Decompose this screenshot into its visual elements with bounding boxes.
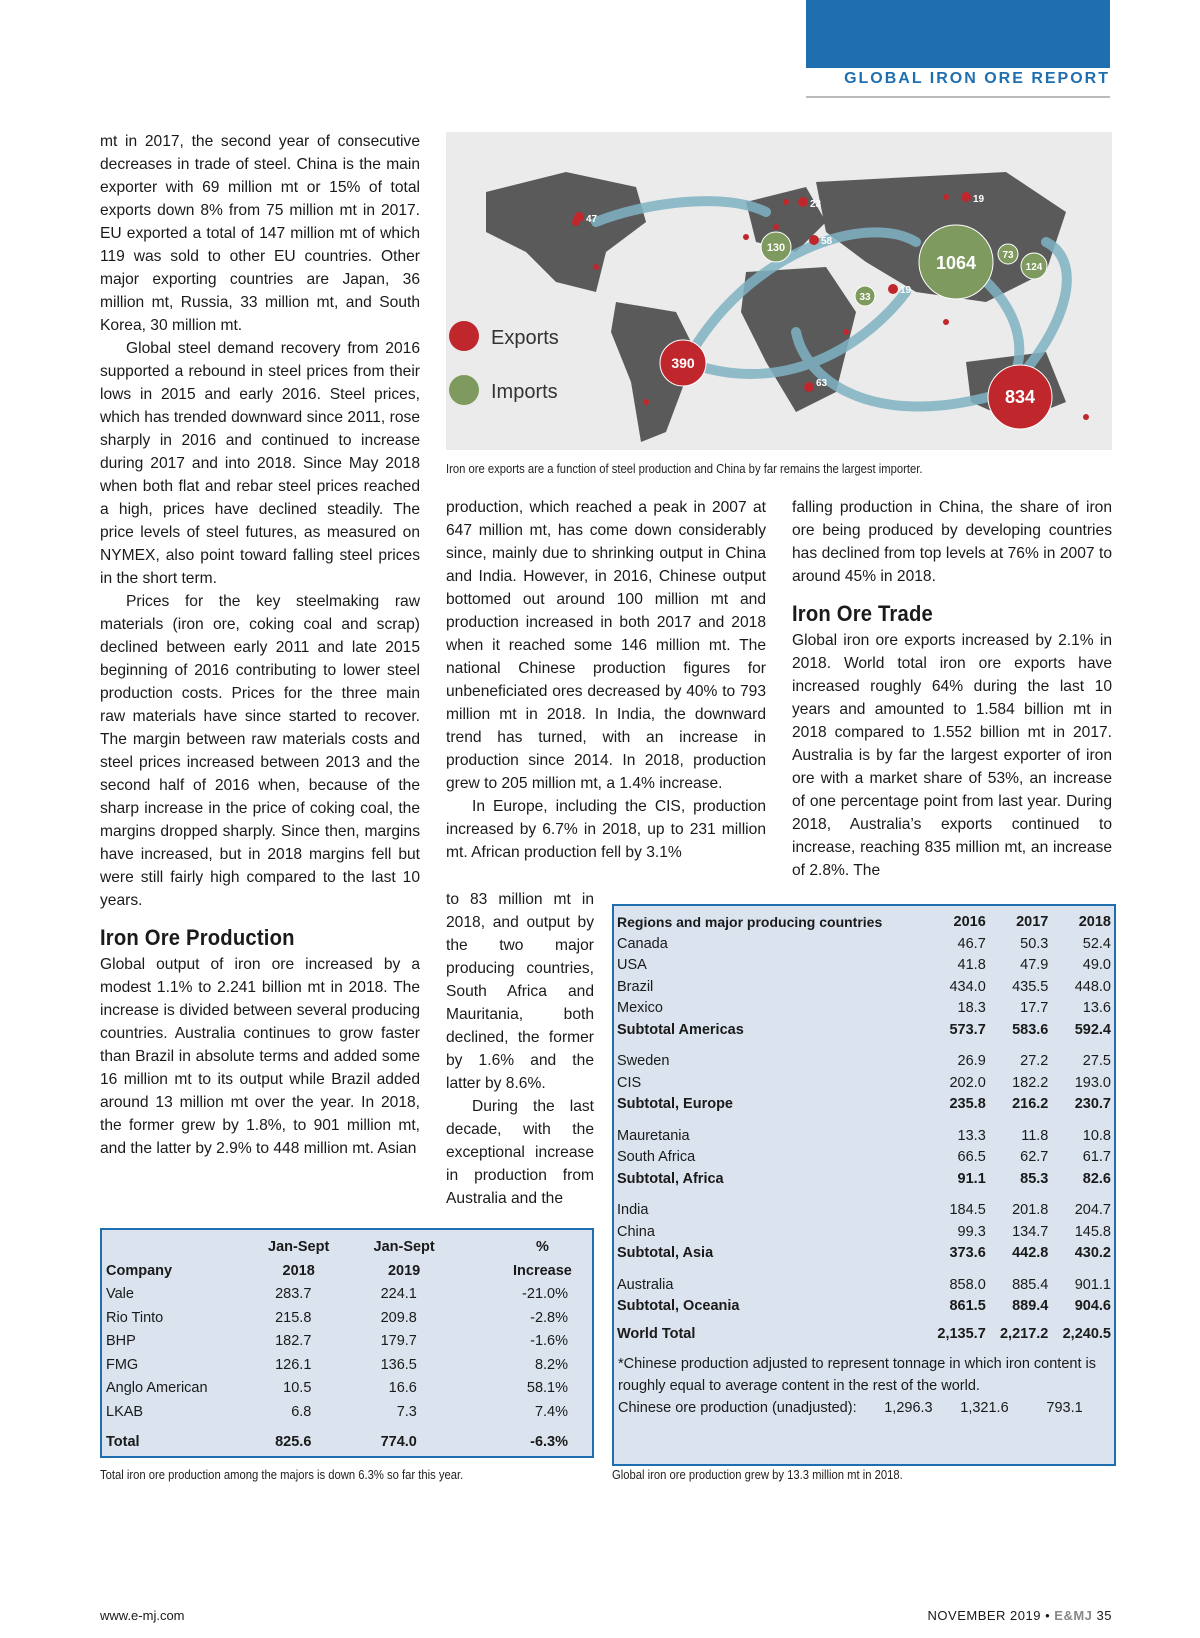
- page-number: 35: [1096, 1608, 1112, 1623]
- col-header: 2018: [282, 1262, 315, 1279]
- table-row: China 99.3 134.7 145.8: [617, 1223, 1111, 1240]
- footer-url[interactable]: www.e-mj.com: [100, 1608, 185, 1623]
- subtotal-row: Subtotal, Africa 91.1 85.3 82.6: [617, 1170, 1111, 1187]
- col-header: Jan-Sept: [373, 1239, 435, 1255]
- export-marker-63: [804, 382, 814, 392]
- table-row: USA 41.8 47.9 49.0: [617, 957, 1111, 973]
- map-value-label: 130: [766, 242, 786, 254]
- company-production-table: [100, 1228, 594, 1458]
- paragraph: mt in 2017, the second year of consecutive decreases in trade of steel. China is the main exporter with 69 million mt or 15% of total exports down 8% from 75 million mt in 2017. EU exported a total of 147 million mt of which 119 was sold to other EU countries. Other major exporting countries are Japan, 36 million mt, Russia, 33 million mt, and South Korea, 30 million mt.: [100, 133, 420, 334]
- paragraph: to 83 million mt in 2018, and output by the two major producing countries, South Africa and Mauritania, both declined, the former by 1.6% and the latter by 8.6%.: [446, 891, 594, 1092]
- company-table-caption: Total iron ore production among the majors is down 6.3% so far this year.: [100, 1468, 464, 1482]
- map-value-label: 47: [586, 214, 598, 225]
- paragraph: production, which reached a peak in 2007 at 647 million mt, has come down considerably since, mainly due to shrinking output in China and India. However, in 2016, Chinese output bottomed out around 100 million mt and production increased in both 2017 and 2018 when it reached some 146 million mt. The national Chinese production figures for unbeneficiated ores decreased by 40% to 793 million mt in 2018. In India, the downward trend has turned, with an increase in production since 2014. In 2018, production grew to 205 million mt, a 1.4% increase.: [446, 499, 766, 792]
- table-row: Mexico 18.3 17.7 13.6: [617, 1000, 1111, 1016]
- paragraph: falling production in China, the share of iron ore being produced by developing countries has declined from top levels at 76% in 2007 to around 45% in 2018.: [792, 499, 1112, 585]
- table-row: Sweden 26.9 27.2 27.5: [617, 1053, 1111, 1069]
- export-marker-19: [961, 192, 971, 202]
- table-row: Vale 283.7 224.1 -21.0%: [106, 1286, 568, 1302]
- legend-exports-label: Exports: [491, 327, 559, 349]
- col-header: Jan-Sept: [268, 1239, 330, 1255]
- subtotal-row: Subtotal, Oceania 861.5 889.4 904.6: [617, 1298, 1111, 1314]
- map-value-label: 19: [973, 194, 985, 205]
- col-header: Increase: [513, 1262, 572, 1279]
- export-marker-47: [574, 212, 584, 222]
- column-2: [446, 496, 766, 864]
- legend-exports-bubble: [449, 321, 479, 351]
- map-value-label: 390: [671, 355, 695, 371]
- regional-production-table: [612, 904, 1116, 1466]
- table-row: Australia 858.0 885.4 901.1: [617, 1276, 1111, 1293]
- export-marker-58: [809, 235, 819, 245]
- map-value-label: 124: [1025, 262, 1043, 273]
- world-total-row: World Total 2,135.7 2,217.2 2,240.5: [617, 1325, 1111, 1342]
- header-row: Regions and major producing countries 2016 2017 2018: [617, 914, 1111, 930]
- map-value-label: 33: [859, 292, 871, 303]
- total-row: Total 825.6 774.0 -6.3%: [106, 1434, 568, 1450]
- map-value-label: 73: [1002, 250, 1014, 261]
- export-marker-19b: [888, 284, 898, 294]
- map-caption: Iron ore exports are a function of steel production and China by far remains the largest importer.: [446, 462, 923, 476]
- paragraph: Global output of iron ore increased by a modest 1.1% to 2.241 billion mt in 2018. The increase is divided between several producing countries. Australia continues to grow faster than Brazil in absolute terms and added some 16 million mt to its output while Brazil added around 13 million mt over the year. In 2018, the former grew by 1.8%, to 901 million mt, and the latter by 2.9% to 448 million mt. Asian: [100, 956, 420, 1157]
- brand-logo-text: E&MJ: [1054, 1608, 1093, 1623]
- table-row: FMG 126.1 136.5 8.2%: [106, 1356, 568, 1373]
- col-header: 2019: [387, 1262, 421, 1279]
- paragraph: In Europe, including the CIS, production increased by 6.7% in 2018, up to 231 million mt. African production fell by 3.1%: [446, 798, 766, 861]
- map-value-label: 19: [900, 285, 912, 296]
- legend-imports-bubble: [449, 375, 479, 405]
- column-1: [100, 130, 420, 1160]
- map-value-label: 63: [816, 378, 828, 389]
- column-3: [792, 496, 1112, 882]
- subtotal-row: Subtotal Americas 573.7 583.6 592.4: [617, 1021, 1111, 1038]
- region-table-caption: Global iron ore production grew by 13.3 million mt in 2018.: [612, 1468, 903, 1482]
- map-value-label: 23: [810, 199, 822, 210]
- heading-iron-ore-trade: Iron Ore Trade: [792, 601, 933, 626]
- paragraph: Global iron ore exports increased by 2.1% in 2018. World total iron ore exports have increased roughly 64% during the last 10 years and amounted to 1.584 billion mt in 2018 compared to 1.552 billion mt in 2017. Australia is by far the largest exporter of iron ore with a market share of 53%, an increase of one percentage point from last year. During 2018, Australia’s exports continued to increase, reaching 835 million mt, an increase of 2.8%. The: [792, 632, 1112, 879]
- table-row: South Africa 66.5 62.7 61.7: [617, 1149, 1111, 1165]
- unadjusted-china-row: Chinese ore production (unadjusted): 1,296.3 1,321.6 793.1: [618, 1400, 1083, 1416]
- col-header: %: [535, 1239, 549, 1255]
- table-row: CIS 202.0 182.2 193.0: [617, 1074, 1111, 1091]
- paragraph: Global steel demand recovery from 2016 supported a rebound in steel prices from their lows in 2015 and early 2016. Steel prices, which has trended downward since 2011, rose sharply in 2016 and continued to increase during 2017 and into 2018. Since May 2018 when both flat and rebar steel prices reached a high, prices have declined steadily. The price levels of steel futures, as measured on NYMEX, also point toward falling steel prices in the short term.: [100, 340, 420, 587]
- export-marker-23: [798, 197, 808, 207]
- world-map-graphic: [446, 132, 1112, 450]
- table-row: India 184.5 201.8 204.7: [617, 1202, 1111, 1218]
- table-footnote: *Chinese production adjusted to represent tonnage in which iron content is roughly equal to average content in the rest of the world.: [618, 1356, 1096, 1394]
- header-color-block: [806, 0, 1110, 68]
- subtotal-row: Subtotal, Asia 373.6 442.8 430.2: [617, 1245, 1111, 1261]
- table-row: BHP 182.7 179.7 -1.6%: [106, 1333, 568, 1349]
- map-value-label: 58: [821, 236, 833, 247]
- table-row: Mauretania 13.3 11.8 10.8: [617, 1127, 1111, 1144]
- column-2-narrow: [446, 888, 594, 1210]
- header-divider: [806, 96, 1110, 98]
- map-value-label: 834: [1004, 387, 1036, 407]
- col-header: Company: [106, 1262, 173, 1279]
- table-row: Canada 46.7 50.3 52.4: [617, 935, 1111, 952]
- footer-page-info: NOVEMBER 2019 • E&MJ 35: [927, 1608, 1112, 1623]
- table-row: Rio Tinto 215.8 209.8 -2.8%: [106, 1309, 568, 1326]
- subtotal-row: Subtotal, Europe 235.8 216.2 230.7: [617, 1096, 1111, 1112]
- table-row: Anglo American 10.5 16.6 58.1%: [106, 1380, 568, 1396]
- section-title: GLOBAL IRON ORE REPORT: [844, 70, 1110, 87]
- table-row: LKAB 6.8 7.3 7.4%: [106, 1403, 568, 1420]
- paragraph: Prices for the key steelmaking raw materials (iron ore, coking coal and scrap) declined between early 2011 and late 2015 beginning of 2016 contributing to lower steel production costs. Prices for the three main raw materials have since started to recover. The margin between raw materials costs and steel prices increased between 2013 and the second half of 2016 when, because of the sharp increase in the price of coking coal, the margins dropped sharply. Since then, margins have increased, but in 2018 margins fell but were still fairly high compared to the last 10 years.: [100, 593, 420, 909]
- paragraph: During the last decade, with the exceptional increase in production from Australia and the: [446, 1098, 594, 1207]
- trade-flow-map: [446, 132, 1112, 450]
- legend-imports-label: Imports: [491, 381, 558, 403]
- map-value-label: 1064: [935, 253, 977, 273]
- heading-iron-ore-production: Iron Ore Production: [100, 925, 295, 950]
- table-row: Brazil 434.0 435.5 448.0: [617, 978, 1111, 995]
